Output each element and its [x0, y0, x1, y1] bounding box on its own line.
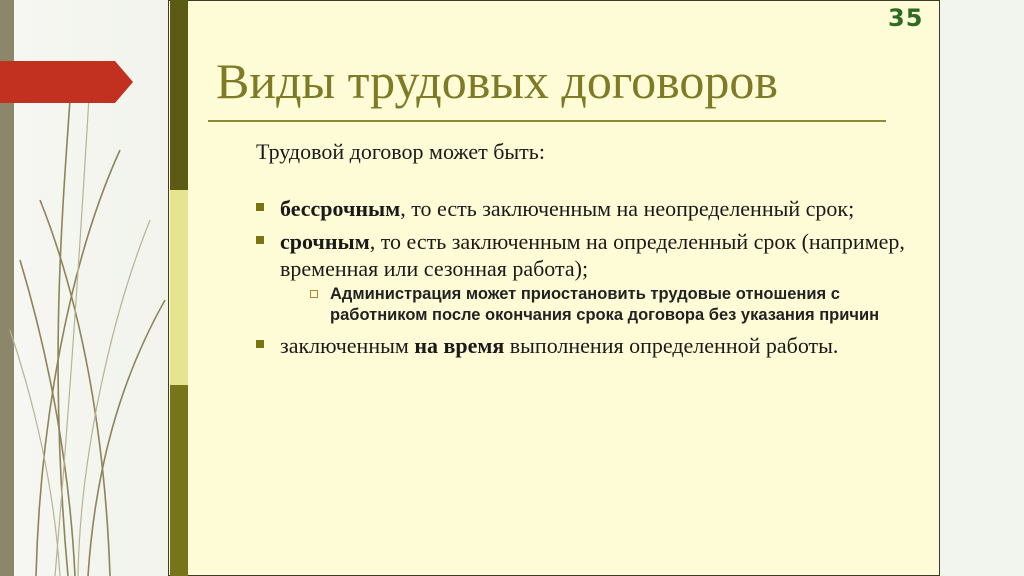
list-item [256, 332, 906, 359]
filled-square-icon [256, 236, 264, 244]
accent-bar-top [170, 0, 188, 190]
bullet-text-prefix: заключенным [280, 333, 415, 358]
slide-number: 35 [888, 4, 924, 32]
bullet-text: выполнения определенной работы. [504, 333, 839, 358]
title-underline [208, 120, 886, 122]
sub-bullet-text: Администрация может приостановить трудовые отношения с работником после окончания срока договора без указания причин [330, 285, 880, 324]
outlined-square-icon [310, 290, 318, 298]
red-arrow-banner-icon [0, 61, 133, 103]
filled-square-icon [256, 203, 264, 211]
right-margin [940, 0, 1024, 576]
intro-text: Трудовой договор может быть: [256, 139, 545, 164]
accent-bar-bottom [170, 385, 188, 576]
slide-body [256, 138, 906, 365]
bullet-bold-term: бессрочным [280, 196, 401, 221]
bullet-bold-term: срочным [280, 229, 370, 254]
sub-bullet-list [310, 284, 906, 326]
bullet-text: , то есть заключенным на неопределенный срок; [400, 196, 855, 221]
bullet-text: , то есть заключенным на определенный срок (например, временная или сезонная работа); [280, 229, 905, 281]
list-item [256, 195, 906, 222]
bullet-list [256, 195, 906, 359]
list-item [310, 284, 906, 326]
bullet-bold-term: на время [414, 333, 505, 358]
accent-bar-middle [170, 190, 188, 385]
slide-title: Виды трудовых договоров [216, 53, 779, 109]
filled-square-icon [256, 340, 264, 348]
list-item [256, 228, 906, 326]
